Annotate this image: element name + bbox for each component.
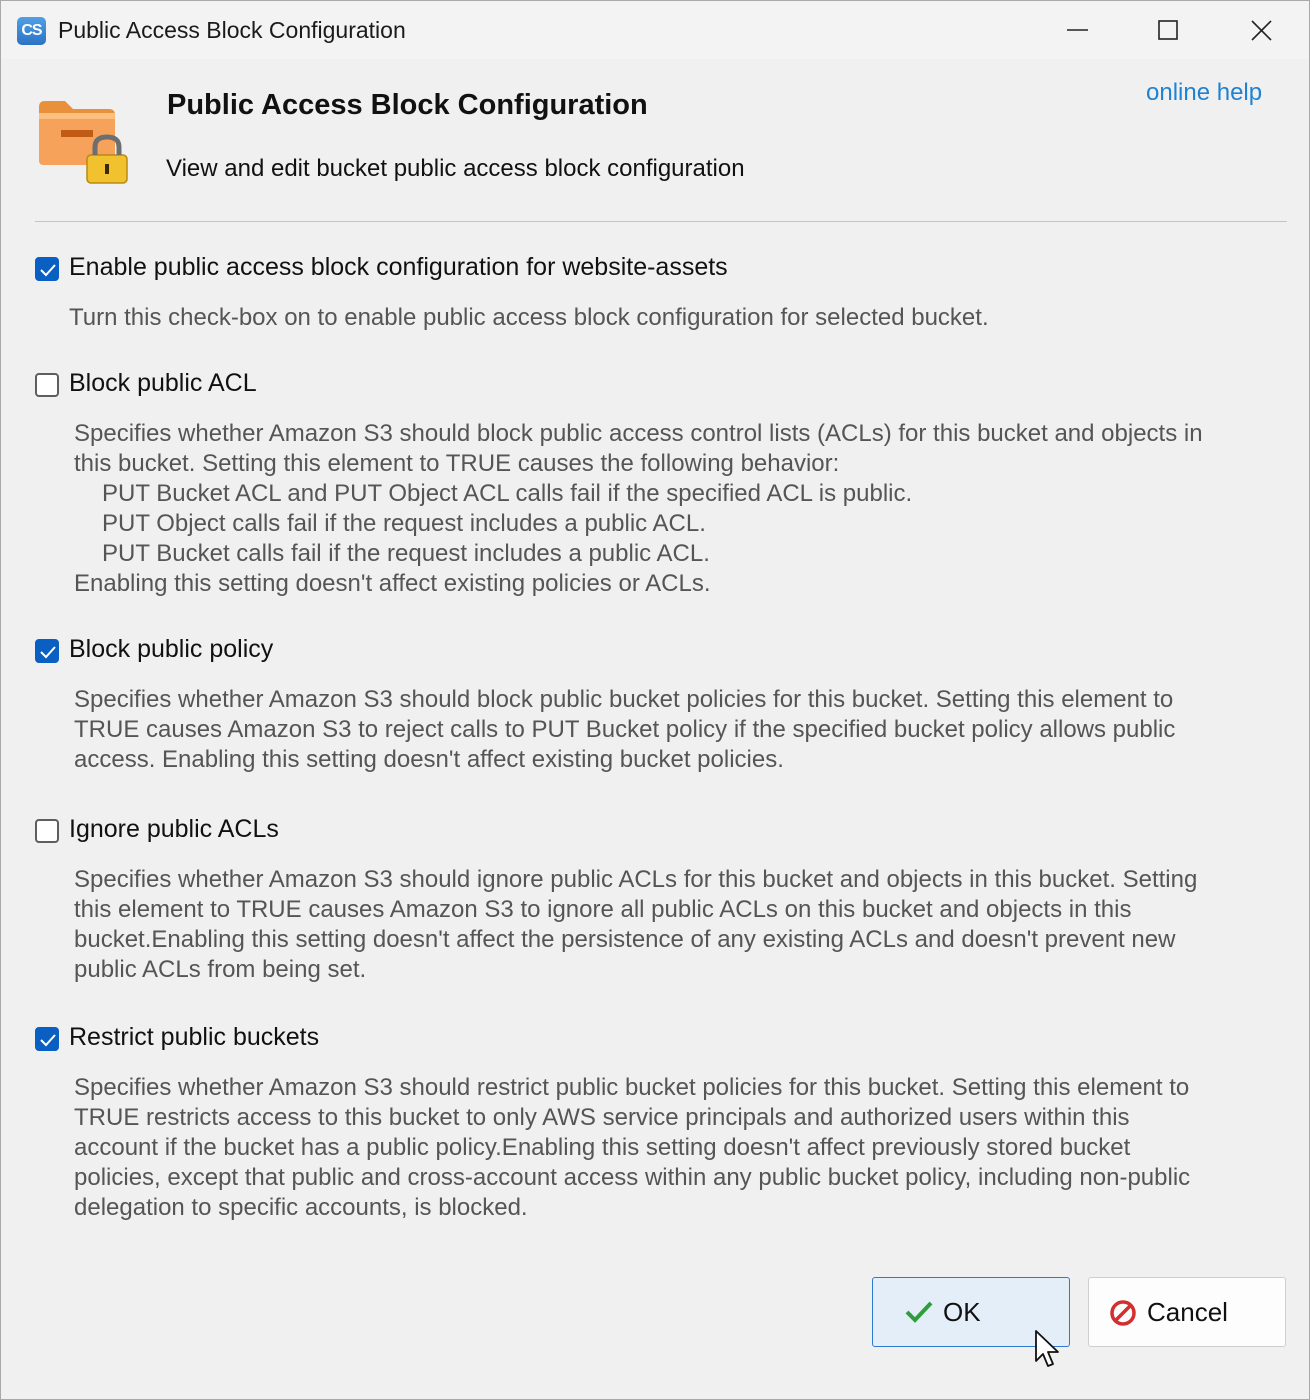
cancel-button-label: Cancel [1147,1297,1228,1327]
ignore-public-acls-description [74,865,1197,985]
description-line: Specifies whether Amazon S3 should ignore public ACLs for this bucket and objects in this bucket. Setting [74,866,1198,893]
enable-config-description [69,303,989,333]
description-line: PUT Object calls fail if the request includes a public ACL. [102,510,706,537]
restrict-public-buckets-label[interactable]: Restrict public buckets [69,1023,320,1051]
close-icon [1251,20,1273,42]
description-line: policies, except that public and cross-account access within any public bucket policy, including non-public [74,1164,1191,1191]
minimize-button[interactable] [1053,11,1103,51]
checkmark-icon [40,1033,56,1047]
checkmark-icon [905,1300,933,1324]
description-line: account if the bucket has a public policy.Enabling this setting doesn't affect previously stored bucket [74,1134,1131,1161]
description-line: access. Enabling this setting doesn't affect existing bucket policies. [74,746,784,773]
description-line: this element to TRUE causes Amazon S3 to ignore all public ACLs on this bucket and objects in this [74,896,1132,923]
locked-folder-icon [37,97,129,185]
block-public-policy-description [74,685,1175,775]
minimize-icon [1067,20,1089,42]
description-line: Turn this check-box on to enable public access block configuration for selected bucket. [69,304,989,331]
online-help-link[interactable]: online help [1146,79,1263,106]
block-public-policy-checkbox[interactable] [35,639,59,663]
maximize-button[interactable] [1144,11,1194,51]
ignore-public-acls-label[interactable]: Ignore public ACLs [69,815,279,843]
mouse-cursor-icon [1034,1329,1062,1369]
description-line: delegation to specific accounts, is blocked. [74,1194,528,1221]
description-line: Enabling this setting doesn't affect existing policies or ACLs. [74,570,711,597]
close-button[interactable] [1237,11,1287,51]
block-public-acl-checkbox[interactable] [35,373,59,397]
restrict-public-buckets-checkbox[interactable] [35,1027,59,1051]
maximize-icon [1158,20,1180,42]
header-subtitle: View and edit bucket public access block configuration [166,155,745,182]
title-bar[interactable] [1,1,1309,59]
description-line: PUT Bucket calls fail if the request includes a public ACL. [102,540,710,567]
header-divider [35,221,1287,222]
enable-config-label[interactable]: Enable public access block configuration for website-assets [69,253,728,281]
description-line: bucket.Enabling this setting doesn't affect the persistence of any existing ACLs and doesn't prevent new [74,926,1176,953]
checkmark-icon [40,645,56,659]
ignore-public-acls-checkbox[interactable] [35,819,59,843]
ok-button-label: OK [943,1297,981,1327]
description-line: Specifies whether Amazon S3 should block public access control lists (ACLs) for this bucket and objects in [74,420,1203,447]
description-line: this bucket. Setting this element to TRUE causes the following behavior: [74,450,840,477]
app-logo-icon: CS [17,17,46,45]
cancel-icon [1109,1299,1137,1327]
description-line: Specifies whether Amazon S3 should block public bucket policies for this bucket. Setting this element to [74,686,1174,713]
window-title: Public Access Block Configuration [58,17,406,43]
description-line: PUT Bucket ACL and PUT Object ACL calls fail if the specified ACL is public. [102,480,913,507]
checkmark-icon [40,263,56,277]
description-line: Specifies whether Amazon S3 should restrict public bucket policies for this bucket. Setting this element to [74,1074,1190,1101]
block-public-acl-label[interactable]: Block public ACL [69,369,257,397]
restrict-public-buckets-description [74,1073,1190,1223]
description-line: public ACLs from being set. [74,956,367,983]
cancel-button[interactable] [1088,1277,1286,1347]
description-line: TRUE restricts access to this bucket to only AWS service principals and authorized users within this [74,1104,1130,1131]
block-public-policy-label[interactable]: Block public policy [69,635,274,663]
description-line: TRUE causes Amazon S3 to reject calls to PUT Bucket policy if the specified bucket policy allows public [74,716,1176,743]
block-public-acl-description [74,419,1203,599]
enable-config-checkbox[interactable] [35,257,59,281]
header-title: Public Access Block Configuration [167,89,648,121]
